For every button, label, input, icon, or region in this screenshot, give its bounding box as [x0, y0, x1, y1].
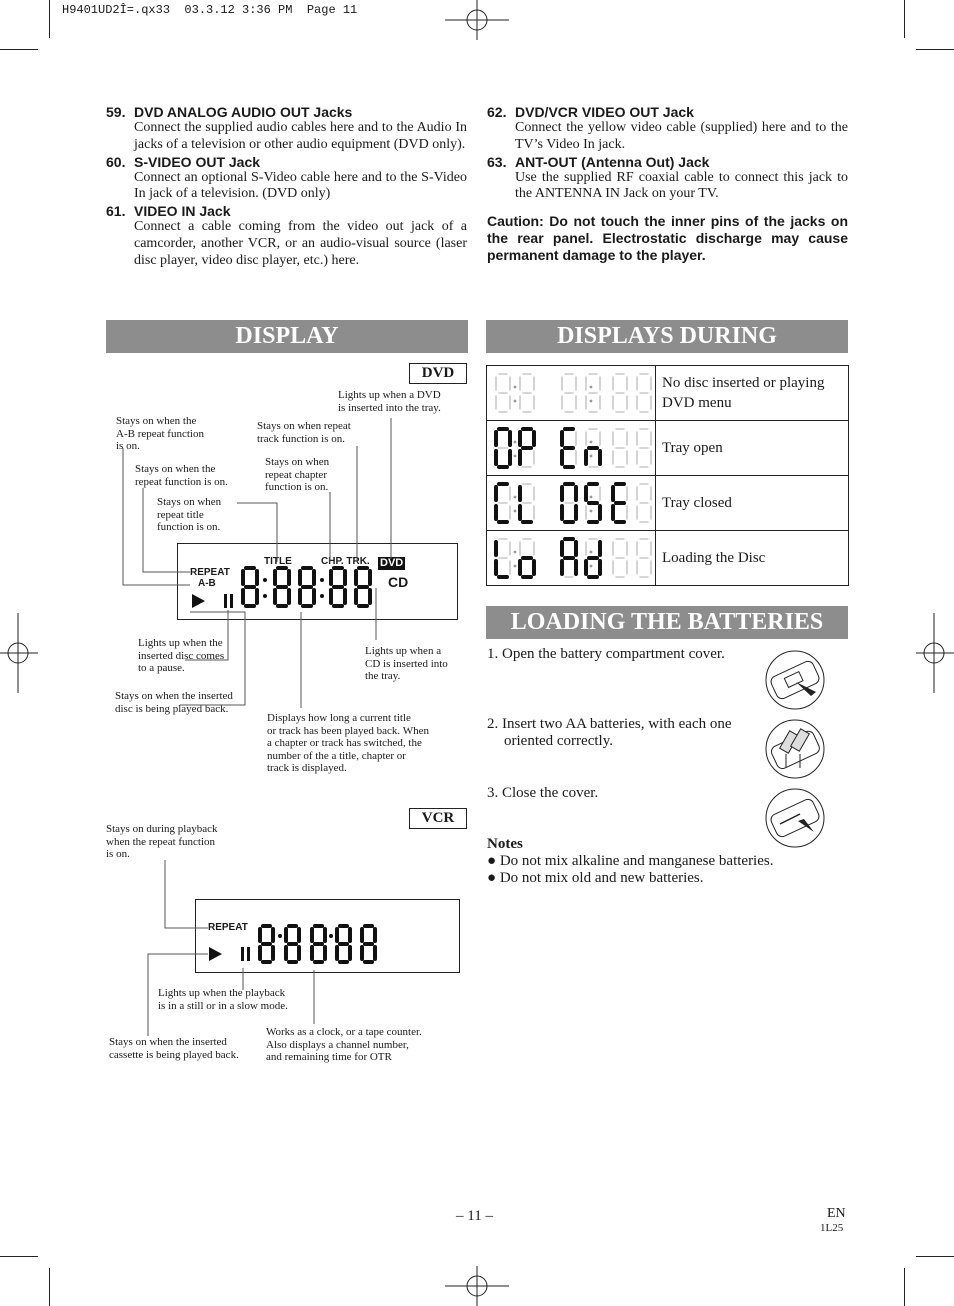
segment-digit	[496, 429, 510, 467]
segment-digit	[613, 484, 627, 522]
dvd-indicator: DVD	[380, 557, 404, 569]
segment-digit	[613, 539, 627, 577]
language-code: EN	[827, 1206, 846, 1221]
jack-description: Use the supplied RF coaxial cable to connect this jack to the ANTENNA IN Jack on your TV.	[515, 169, 848, 202]
jack-title-text: S-VIDEO OUT Jack	[134, 153, 261, 170]
operation-table	[486, 365, 849, 586]
cd-indicator: CD	[388, 574, 409, 590]
segment-readout	[487, 531, 655, 585]
jack-number: 60.	[106, 153, 126, 170]
note-disc-playing: Stays on when the inserted disc is being played back.	[115, 690, 233, 715]
bullet-icon: ●	[487, 853, 500, 869]
jack-title-text: VIDEO IN Jack	[134, 203, 231, 220]
jack-description: Connect the yellow video cable (supplied) here and to the TV’s Video In jack.	[515, 120, 848, 152]
segment-digit	[586, 429, 600, 467]
segment-digit	[496, 484, 510, 522]
segment-digit	[520, 429, 534, 467]
note-dvd-inserted: Lights up when a DVD is inserted into the tray.	[338, 389, 441, 414]
jack-number: 62.	[487, 104, 507, 120]
colon-dot	[514, 496, 517, 499]
jack-number: 63.	[487, 153, 507, 170]
colon-dot	[514, 510, 517, 513]
segment-digit	[496, 374, 510, 412]
note-ab-repeat: Stays on when the A-B repeat function is on.	[116, 415, 204, 452]
segment-digit	[586, 484, 600, 522]
title-indicator: TITLE	[264, 556, 292, 567]
jack-number: 59.	[106, 104, 126, 120]
note-vcr-still: Lights up when the playback is in a still or in a slow mode.	[158, 987, 288, 1012]
caution-text: Caution: Do not touch the inner pins of the jacks on the rear panel. Electrostatic discharge may cause permanent damage to the player.	[487, 213, 848, 263]
colon-dot	[590, 510, 593, 513]
note-text: Do not mix alkaline and manganese batteries.	[499, 853, 774, 869]
note-cd-inserted: Lights up when a CD is inserted into the tray.	[365, 645, 448, 682]
colon-dot	[514, 551, 517, 554]
operation-row	[487, 476, 849, 531]
jack-description: Connect a cable coming from the video out jack of a camcorder, another VCR, or an audio-visual source (laser disc player, video disc player, etc.) here.	[134, 219, 467, 268]
colon-dot	[590, 400, 593, 403]
note-elapsed-time: Displays how long a current title or track has been played back. When a chapter or track has switched, the number of the a title, chapter or track is displayed.	[267, 712, 429, 774]
segment-digit	[637, 374, 651, 412]
display-heading: DISPLAY	[106, 320, 468, 353]
repeat-indicator: REPEAT	[190, 567, 230, 578]
operation-label: Tray closed	[656, 476, 849, 531]
operation-display-cell	[487, 421, 656, 476]
jack-title-text: DVD/VCR VIDEO OUT Jack	[515, 104, 694, 120]
jack-title-text: DVD ANALOG AUDIO OUT Jacks	[134, 104, 353, 120]
note-repeat-chapter: Stays on when repeat chapter function is on.	[265, 456, 330, 493]
file-slug: H9401UD2Î=.qx33 03.3.12 3:36 PM Page 11	[62, 3, 358, 17]
segment-digit	[562, 484, 576, 522]
batteries-heading: LOADING THE BATTERIES	[486, 606, 848, 639]
colon-dot	[590, 386, 593, 389]
battery-step-3	[487, 785, 735, 802]
note-vcr-repeat: Stays on during playback when the repeat function is on.	[106, 823, 218, 860]
segment-digit	[613, 374, 627, 412]
jack-title-text: ANT-OUT (Antenna Out) Jack	[515, 153, 710, 170]
colon-dot	[514, 455, 517, 458]
battery-step-text: 2. Insert two AA batteries, with each one oriented correctly.	[487, 716, 732, 749]
note-repeat-track: Stays on when repeat track function is on.	[257, 420, 351, 445]
segment-digit	[496, 539, 510, 577]
note-vcr-playing: Stays on when the inserted cassette is being played back.	[109, 1036, 239, 1061]
remote-open-cover-icon	[764, 650, 828, 710]
jack-description: Connect the supplied audio cables here and to the Audio In jacks of a television or other audio equipment (DVD only).	[134, 120, 467, 152]
battery-step-1	[487, 646, 735, 663]
jack-description: Connect an optional S-Video cable here and to the S-Video In jack of a television. (DVD only)	[134, 169, 467, 202]
colon-dot	[514, 400, 517, 403]
chp-trk-indicator: CHP. TRK.	[321, 556, 370, 567]
dvd-tag: DVD	[409, 363, 467, 384]
note-pause: Lights up when the inserted disc comes to a pause.	[138, 637, 225, 674]
colon-dot	[590, 496, 593, 499]
segment-digit	[637, 539, 651, 577]
operation-display-cell	[487, 366, 656, 421]
segment-digit	[586, 374, 600, 412]
note-repeat-function: Stays on when the repeat function is on.	[135, 463, 228, 488]
page-number: – 11 –	[456, 1208, 493, 1224]
segment-digit	[520, 374, 534, 412]
colon-dot	[590, 455, 593, 458]
remote-close-cover-icon	[764, 788, 828, 848]
note-repeat-title: Stays on when repeat title function is on.	[157, 496, 222, 533]
segment-readout	[487, 476, 655, 530]
colon-dot	[514, 386, 517, 389]
colon-dot	[590, 565, 593, 568]
operation-row	[487, 366, 849, 421]
operation-display-cell	[487, 476, 656, 531]
operation-row	[487, 421, 849, 476]
note-vcr-clock: Works as a clock, or a tape counter. Also displays a channel number, and remaining time for OTR	[266, 1026, 422, 1063]
colon-dot	[514, 565, 517, 568]
segment-digit	[637, 429, 651, 467]
ab-indicator: A-B	[198, 578, 216, 589]
operation-heading: DISPLAYS DURING OPERATION	[486, 320, 848, 353]
battery-step-text: 3. Close the cover.	[487, 785, 599, 801]
colon-dot	[514, 441, 517, 444]
notes-block	[487, 836, 773, 887]
segment-digit	[586, 539, 600, 577]
operation-label: Loading the Disc	[656, 531, 849, 586]
segment-digit	[562, 539, 576, 577]
model-code: 1L25	[820, 1222, 844, 1234]
segment-readout	[487, 421, 655, 475]
segment-digit	[562, 374, 576, 412]
operation-row	[487, 531, 849, 586]
vcr-repeat-indicator: REPEAT	[208, 922, 248, 933]
note-text: Do not mix old and new batteries.	[499, 870, 704, 886]
colon-dot	[590, 551, 593, 554]
battery-step-2	[487, 716, 735, 750]
battery-step-text: 1. Open the battery compartment cover.	[487, 646, 725, 662]
operation-label: No disc inserted or playing DVD menu	[656, 366, 849, 421]
operation-display-cell	[487, 531, 656, 586]
jack-number: 61.	[106, 203, 126, 220]
segment-digit	[520, 484, 534, 522]
segment-digit	[562, 429, 576, 467]
vcr-tag: VCR	[409, 808, 467, 829]
colon-dot	[590, 441, 593, 444]
bullet-icon: ●	[487, 870, 500, 886]
note-item	[487, 870, 773, 887]
segment-digit	[520, 539, 534, 577]
segment-digit	[637, 484, 651, 522]
note-item	[487, 853, 773, 870]
segment-readout	[487, 366, 655, 420]
battery-insert-icon	[764, 718, 828, 780]
notes-title: Notes	[487, 836, 523, 852]
segment-digit	[613, 429, 627, 467]
operation-label: Tray open	[656, 421, 849, 476]
